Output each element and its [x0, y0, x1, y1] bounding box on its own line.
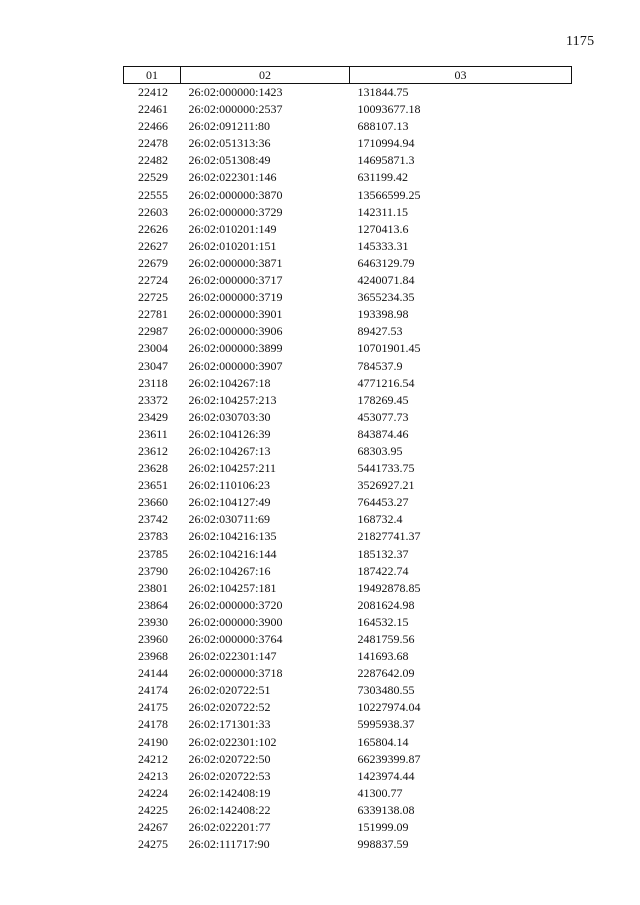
table-row — [124, 101, 572, 118]
cell-value: 6463129.79 — [357, 255, 415, 270]
cell-id: 24144 — [138, 666, 168, 681]
cell-cadastral-number: 26:02:022301:147 — [188, 649, 277, 664]
table-row — [124, 289, 572, 306]
cell-value: 66239399.87 — [357, 751, 421, 766]
cell-id: 24267 — [138, 820, 168, 835]
cell-id: 23611 — [138, 426, 168, 441]
cell-value: 185132.37 — [357, 546, 409, 561]
cell-id: 23968 — [138, 649, 168, 664]
cell-cadastral-number: 26:02:104216:135 — [188, 529, 277, 544]
cell-cadastral-number: 26:02:000000:3871 — [188, 255, 283, 270]
table-row — [124, 409, 572, 426]
cell-id: 22626 — [138, 221, 168, 236]
cell-value: 10227974.04 — [357, 700, 421, 715]
cell-cadastral-number: 26:02:000000:3901 — [188, 307, 283, 322]
cell-id: 23004 — [138, 341, 168, 356]
cell-value: 2081624.98 — [357, 597, 415, 612]
cell-id: 22627 — [138, 238, 168, 253]
cell-id: 23047 — [138, 358, 168, 373]
cell-cadastral-number: 26:02:020722:51 — [188, 683, 271, 698]
column-header-03: 03 — [350, 67, 572, 84]
cell-value: 178269.45 — [357, 392, 409, 407]
cell-value: 21827741.37 — [357, 529, 421, 544]
cell-cadastral-number: 26:02:020722:52 — [188, 700, 271, 715]
cell-cadastral-number: 26:02:010201:151 — [188, 238, 277, 253]
cell-value: 843874.46 — [357, 426, 409, 441]
cell-id: 23783 — [138, 529, 168, 544]
cell-id: 24174 — [138, 683, 168, 698]
cell-id: 24213 — [138, 768, 168, 783]
table-row — [124, 187, 572, 204]
cell-value: 168732.4 — [357, 512, 403, 527]
cell-id: 23628 — [138, 461, 168, 476]
cell-id: 22679 — [138, 255, 168, 270]
cell-cadastral-number: 26:02:030703:30 — [188, 409, 271, 424]
table-row — [124, 375, 572, 392]
table-row — [124, 272, 572, 289]
table-row — [124, 84, 572, 102]
table-row — [124, 135, 572, 152]
table-row — [124, 255, 572, 272]
cell-value: 688107.13 — [357, 119, 409, 134]
table-row — [124, 358, 572, 375]
cell-value: 187422.74 — [357, 563, 409, 578]
cell-cadastral-number: 26:02:010201:149 — [188, 221, 277, 236]
table-row — [124, 460, 572, 477]
table-row — [124, 836, 572, 853]
cell-id: 23651 — [138, 478, 168, 493]
cell-id: 23118 — [138, 375, 168, 390]
table-row — [124, 152, 572, 169]
cell-value: 13566599.25 — [357, 187, 421, 202]
table-row — [124, 682, 572, 699]
cell-id: 23372 — [138, 392, 168, 407]
cell-cadastral-number: 26:02:091211:80 — [188, 119, 271, 134]
cell-id: 23612 — [138, 443, 168, 458]
table-row — [124, 221, 572, 238]
table-row — [124, 734, 572, 751]
cell-value: 3526927.21 — [357, 478, 415, 493]
table-row — [124, 204, 572, 221]
table-row — [124, 340, 572, 357]
data-table — [123, 66, 572, 853]
cell-cadastral-number: 26:02:104267:16 — [188, 563, 271, 578]
cell-id: 24224 — [138, 785, 168, 800]
table-body — [124, 84, 572, 854]
table-row — [124, 118, 572, 135]
cell-cadastral-number: 26:02:104267:18 — [188, 375, 271, 390]
cell-cadastral-number: 26:02:104126:39 — [188, 426, 271, 441]
table-row — [124, 648, 572, 665]
cell-id: 22603 — [138, 204, 168, 219]
cell-cadastral-number: 26:02:000000:3717 — [188, 273, 283, 288]
table-row — [124, 819, 572, 836]
cell-cadastral-number: 26:02:142408:19 — [188, 785, 271, 800]
cell-value: 4771216.54 — [357, 375, 415, 390]
cell-id: 22724 — [138, 273, 168, 288]
cell-cadastral-number: 26:02:000000:3729 — [188, 204, 283, 219]
cell-cadastral-number: 26:02:051313:36 — [188, 136, 271, 151]
cell-value: 141693.68 — [357, 649, 409, 664]
table-row — [124, 563, 572, 580]
cell-cadastral-number: 26:02:000000:3718 — [188, 666, 283, 681]
table-row — [124, 426, 572, 443]
table-row — [124, 443, 572, 460]
cell-id: 22482 — [138, 153, 168, 168]
table-row — [124, 494, 572, 511]
cell-cadastral-number: 26:02:000000:3900 — [188, 614, 283, 629]
table-header — [124, 67, 572, 84]
cell-value: 3655234.35 — [357, 290, 415, 305]
cell-value: 784537.9 — [357, 358, 403, 373]
cell-cadastral-number: 26:02:020722:50 — [188, 751, 271, 766]
cell-cadastral-number: 26:02:000000:3719 — [188, 290, 283, 305]
cell-cadastral-number: 26:02:000000:3906 — [188, 324, 283, 339]
cell-cadastral-number: 26:02:051308:49 — [188, 153, 271, 168]
cell-value: 1423974.44 — [357, 768, 415, 783]
cell-cadastral-number: 26:02:000000:3899 — [188, 341, 283, 356]
cell-id: 22412 — [138, 85, 168, 99]
table-row — [124, 392, 572, 409]
cell-value: 131844.75 — [357, 85, 409, 99]
cell-id: 23864 — [138, 597, 168, 612]
cell-id: 22466 — [138, 119, 168, 134]
cell-value: 7303480.55 — [357, 683, 415, 698]
table-row — [124, 699, 572, 716]
cell-value: 453077.73 — [357, 409, 409, 424]
cell-value: 1270413.6 — [357, 221, 409, 236]
cell-value: 164532.15 — [357, 614, 409, 629]
cell-cadastral-number: 26:02:111717:90 — [188, 837, 270, 852]
cell-id: 23930 — [138, 614, 168, 629]
table-row — [124, 528, 572, 545]
cell-value: 2287642.09 — [357, 666, 415, 681]
cell-value: 193398.98 — [357, 307, 409, 322]
table-row — [124, 665, 572, 682]
cell-cadastral-number: 26:02:000000:3870 — [188, 187, 283, 202]
cell-cadastral-number: 26:02:104216:144 — [188, 546, 277, 561]
table-row — [124, 238, 572, 255]
cell-value: 5995938.37 — [357, 717, 415, 732]
cell-cadastral-number: 26:02:104267:13 — [188, 443, 271, 458]
cell-id: 22781 — [138, 307, 168, 322]
table-row — [124, 169, 572, 186]
cell-id: 23801 — [138, 580, 168, 595]
table-row — [124, 323, 572, 340]
cell-value: 19492878.85 — [357, 580, 421, 595]
table-row — [124, 477, 572, 494]
cell-id: 22461 — [138, 102, 168, 117]
cell-cadastral-number: 26:02:030711:69 — [188, 512, 271, 527]
cell-id: 24178 — [138, 717, 168, 732]
cell-cadastral-number: 26:02:104257:211 — [188, 461, 277, 476]
cell-id: 23960 — [138, 632, 168, 646]
cell-value: 10701901.45 — [357, 341, 421, 356]
cell-id: 22725 — [138, 290, 168, 305]
cell-cadastral-number: 26:02:104257:213 — [188, 392, 277, 407]
cell-cadastral-number: 26:02:110106:23 — [188, 478, 271, 493]
table-row — [124, 306, 572, 323]
table-row — [124, 716, 572, 733]
cell-value: 4240071.84 — [357, 273, 415, 288]
header-row — [124, 67, 572, 84]
cell-value: 764453.27 — [357, 495, 409, 510]
cell-id: 23660 — [138, 495, 168, 510]
cell-cadastral-number: 26:02:022201:77 — [188, 820, 271, 835]
column-header-02: 02 — [181, 67, 350, 84]
cell-cadastral-number: 26:02:022301:102 — [188, 734, 277, 749]
cell-cadastral-number: 26:02:000000:3764 — [188, 632, 283, 646]
cell-value: 631199.42 — [357, 170, 409, 185]
table-row — [124, 785, 572, 802]
cell-cadastral-number: 26:02:000000:3720 — [188, 597, 283, 612]
cell-id: 24175 — [138, 700, 168, 715]
cell-id: 22529 — [138, 170, 168, 185]
cell-cadastral-number: 26:02:022301:146 — [188, 170, 277, 185]
cell-id: 24275 — [138, 837, 168, 852]
cell-value: 998837.59 — [357, 837, 409, 852]
cell-value: 10093677.18 — [357, 102, 421, 117]
cell-value: 14695871.3 — [357, 153, 415, 168]
cell-value: 142311.15 — [357, 204, 409, 219]
cell-value: 41300.77 — [357, 785, 403, 800]
cell-cadastral-number: 26:02:000000:3907 — [188, 358, 283, 373]
page-number: 1175 — [566, 34, 595, 49]
cell-cadastral-number: 26:02:000000:1423 — [188, 85, 283, 99]
table-row — [124, 802, 572, 819]
cell-value: 145333.31 — [357, 238, 409, 253]
cell-id: 24225 — [138, 802, 168, 817]
cell-value: 1710994.94 — [357, 136, 415, 151]
cell-value: 151999.09 — [357, 820, 409, 835]
table-row — [124, 580, 572, 597]
table-row — [124, 546, 572, 563]
cell-value: 68303.95 — [357, 443, 403, 458]
cell-cadastral-number: 26:02:171301:33 — [188, 717, 271, 732]
table-row — [124, 768, 572, 785]
cell-cadastral-number: 26:02:104257:181 — [188, 580, 277, 595]
cell-id: 22987 — [138, 324, 168, 339]
cell-value: 2481759.56 — [357, 632, 415, 646]
cell-cadastral-number: 26:02:142408:22 — [188, 802, 271, 817]
table-row — [124, 614, 572, 631]
cell-value: 165804.14 — [357, 734, 409, 749]
cell-value: 89427.53 — [357, 324, 403, 339]
cell-id: 22478 — [138, 136, 168, 151]
cell-cadastral-number: 26:02:000000:2537 — [188, 102, 283, 117]
cell-value: 5441733.75 — [357, 461, 415, 476]
cell-id: 23429 — [138, 409, 168, 424]
cell-id: 24212 — [138, 751, 168, 766]
cell-cadastral-number: 26:02:020722:53 — [188, 768, 271, 783]
cell-id: 23785 — [138, 546, 168, 561]
table-row — [124, 751, 572, 768]
table-row — [124, 597, 572, 614]
cell-value: 6339138.08 — [357, 802, 415, 817]
cell-cadastral-number: 26:02:104127:49 — [188, 495, 271, 510]
cell-id: 23790 — [138, 563, 168, 578]
cell-id: 24190 — [138, 734, 168, 749]
column-header-01: 01 — [124, 67, 181, 84]
table-row — [124, 631, 572, 648]
cell-id: 23742 — [138, 512, 168, 527]
cell-id: 22555 — [138, 187, 168, 202]
table-row — [124, 511, 572, 528]
